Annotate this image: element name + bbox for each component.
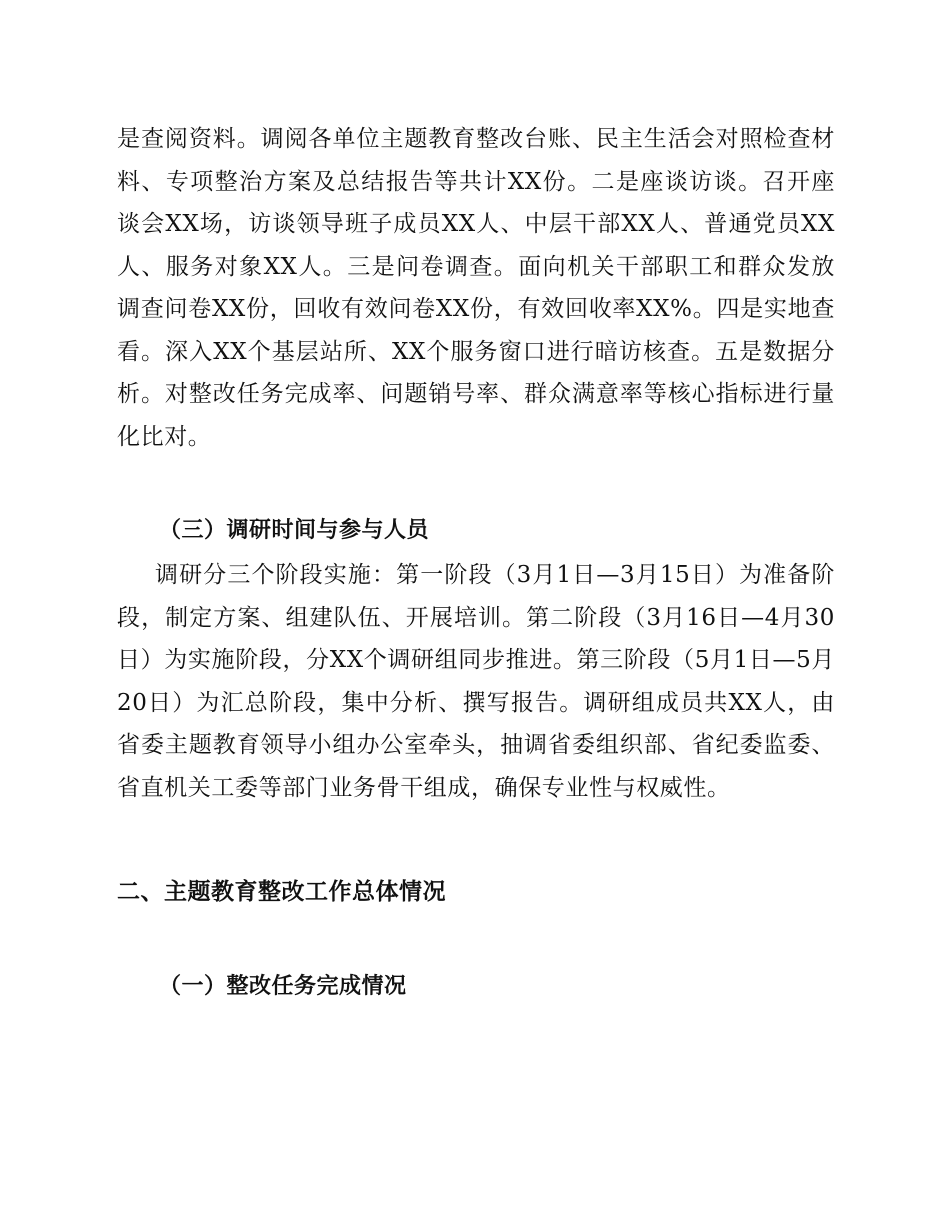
subheading-research-time-participants: （三）调研时间与参与人员: [159, 518, 430, 543]
body-paragraph-methods: 是查阅资料。调阅各单位主题教育整改台账、民主生活会对照检查材料、专项整治方案及总结报告等共计XX份。二是座谈访谈。召开座谈会XX场，访谈领导班子成员XX人、中层干部XX人、普通党员XX人、服务对象XX人。三是问卷调查。面向机关干部职工和群众发放调查问卷XX份，回收有效问卷XX份，有效回收率XX%。四是实地查看。深入XX个基层站所、XX个服务窗口进行暗访核查。五是数据分析。对整改任务完成率、问题销号率、群众满意率等核心指标进行量化比对。: [117, 126, 835, 450]
body-paragraph-schedule: 调研分三个阶段实施：第一阶段（3月1日—3月15日）为准备阶段，制定方案、组建队伍、开展培训。第二阶段（3月16日—4月30日）为实施阶段，分XX个调研组同步推进。第三阶段（5月1日—5月20日）为汇总阶段，集中分析、撰写报告。调研组成员共XX人，由省委主题教育领导小组办公室牵头，抽调省委组织部、省纪委监委、省直机关工委等部门业务骨干组成，确保专业性与权威性。: [117, 562, 835, 801]
section-heading-overall-situation: 二、主题教育整改工作总体情况: [117, 879, 446, 905]
document-page: [117, 118, 835, 1008]
spacer: [117, 913, 835, 966]
spacer: [117, 809, 835, 871]
subheading-task-completion: （一）整改任务完成情况: [159, 974, 407, 999]
spacer: [117, 458, 835, 510]
